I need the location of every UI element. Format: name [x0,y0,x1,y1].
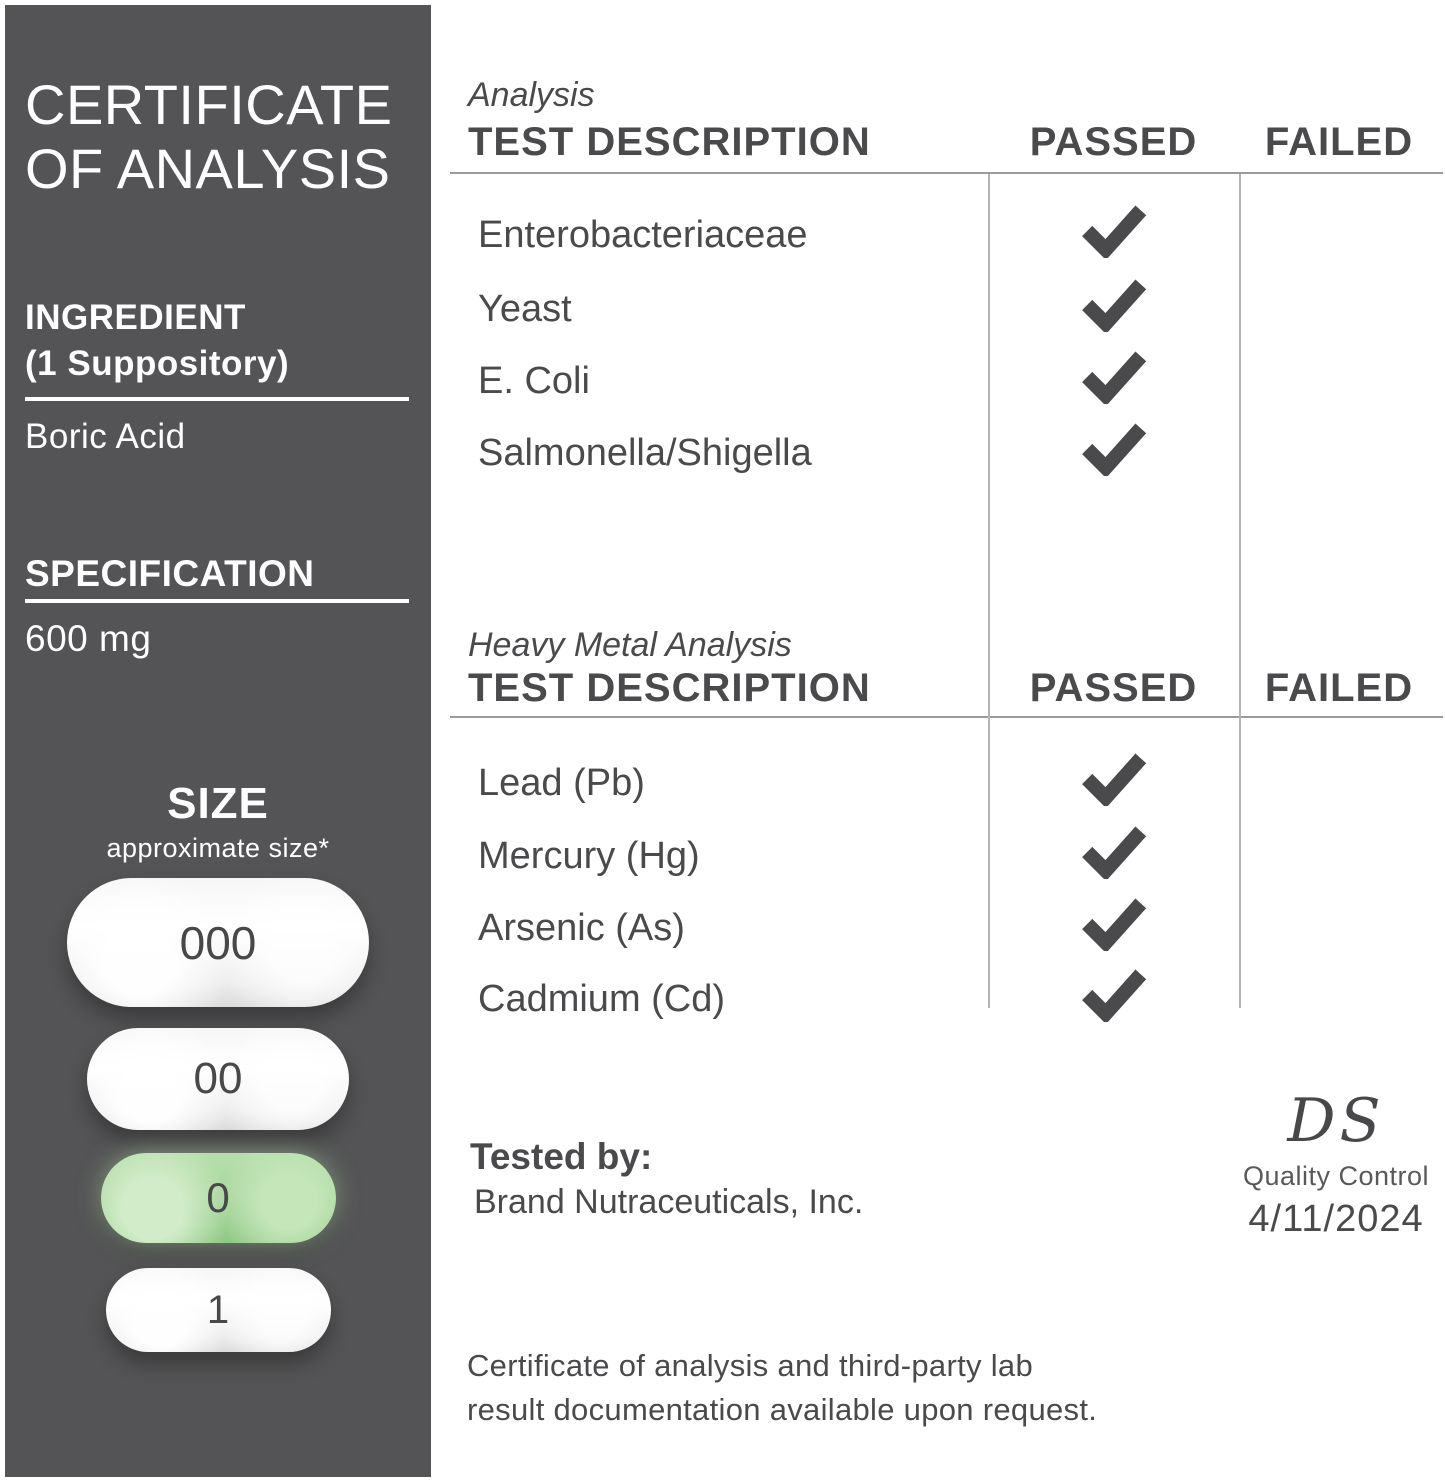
table1-header-failed: FAILED [1264,120,1414,164]
table-row [468,358,1445,414]
passed-checkmark-icon [988,422,1239,481]
specification-heading: SPECIFICATION [25,553,315,594]
tested-by-label: Tested by: [470,1136,653,1177]
table-row [468,905,1445,961]
test-name: Yeast [478,288,572,330]
table2-header-failed: FAILED [1264,666,1414,710]
footer-line: Certificate of analysis and third-party lab [467,1348,1033,1383]
capsule-size-chart [5,878,431,1352]
test-name: E. Coli [478,360,590,402]
ingredient-value: Boric Acid [25,417,186,456]
passed-checkmark-icon [988,968,1239,1027]
capsule-size-00 [87,1028,349,1130]
ingredient-divider [25,397,409,401]
size-heading: SIZE [167,779,269,828]
tested-by-company: Brand Nutraceuticals, Inc. [474,1183,864,1221]
table-row [468,212,1445,268]
certificate-title [25,73,417,201]
table1-header-rule [450,172,1443,174]
table-row [468,430,1445,486]
test-name: Arsenic (As) [478,907,685,949]
specification-value: 600 mg [25,618,152,659]
info-panel [5,5,431,1477]
heavy-metal-section-label: Heavy Metal Analysis [468,626,792,664]
test-name: Mercury (Hg) [478,835,700,877]
table1-header-passed: PASSED [1029,120,1198,164]
signature-date: 4/11/2024 [1248,1198,1424,1240]
certificate-title-line2: OF ANALYSIS [25,137,391,200]
capsule-label: 1 [206,1287,230,1332]
passed-checkmark-icon [988,350,1239,409]
table2-header-passed: PASSED [1029,666,1198,710]
signature-role: Quality Control [1242,1161,1430,1191]
test-name: Enterobacteriaceae [478,214,808,256]
table-row [468,760,1445,816]
capsule-size-000 [67,878,369,1007]
test-name: Cadmium (Cd) [478,978,726,1020]
capsule-label: 000 [179,916,257,969]
passed-checkmark-icon [988,752,1239,811]
passed-checkmark-icon [988,278,1239,337]
test-name: Lead (Pb) [478,762,645,804]
passed-checkmark-icon [988,204,1239,263]
ingredient-heading: INGREDIENT [25,298,246,337]
table1-header-test-description: TEST DESCRIPTION [468,120,871,164]
signature-block [1230,1086,1442,1241]
ingredient-subheading: (1 Suppository) [25,344,290,383]
passed-checkmark-icon [988,897,1239,956]
capsule-label: 0 [206,1174,230,1221]
passed-checkmark-icon [988,825,1239,884]
capsule-size-0-highlighted [101,1153,336,1243]
footer-line: result documentation available upon request. [467,1392,1098,1427]
table2-header-test-description: TEST DESCRIPTION [468,666,871,710]
table2-header-rule [450,716,1443,718]
test-name: Salmonella/Shigella [478,432,812,474]
table-row [468,286,1445,342]
size-note: approximate size* [106,833,330,863]
certificate-title-line1: CERTIFICATE [25,73,393,136]
specification-divider [25,599,409,603]
table-row [468,833,1445,889]
capsule-size-1 [106,1268,331,1352]
capsule-label: 00 [193,1054,243,1103]
analysis-section-label: Analysis [468,76,595,114]
footer-note [467,1344,1097,1432]
signature-initials: DS [1287,1086,1385,1156]
table-row [468,976,1445,1032]
